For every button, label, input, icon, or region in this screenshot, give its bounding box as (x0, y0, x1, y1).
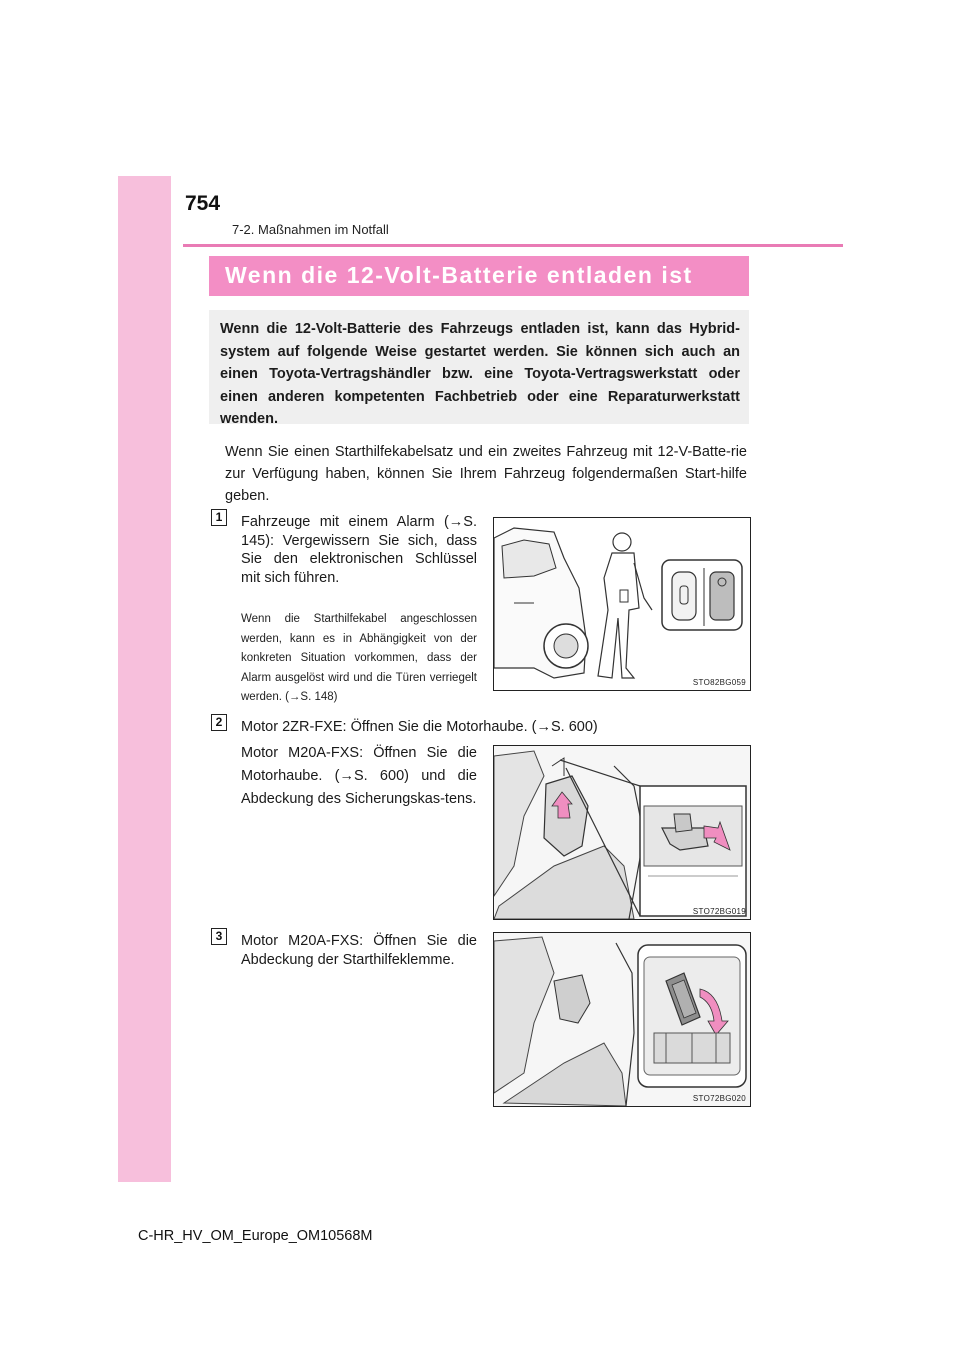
breadcrumb: 7-2. Maßnahmen im Notfall (232, 222, 389, 237)
step-1-note: Wenn die Starthilfekabel angeschlossen werden, kann es in Abhängigkeit von der konkreten Situation vorkommen, dass der Alarm ausgelöst wird und die Türen verriegelt werden. (→S. 148) (241, 613, 477, 703)
section-title-banner (209, 256, 749, 296)
header-divider (183, 244, 843, 247)
step-marker-1: 1 (211, 509, 227, 526)
intro-box (209, 310, 749, 427)
figure-3-code: STO72BG020 (692, 1094, 746, 1103)
intro-text: Wenn die 12-Volt-Batterie des Fahrzeugs entladen ist, kann das Hybrid-system auf folgende Weise gestartet werden. Sie können sich auch an einen Toyota-Vertragshändler bzw. eine Toyota-Vertragswerkstatt oder einen anderen kompetenten Fachbetrieb oder eine Reparaturwerkstatt wenden. (220, 321, 740, 427)
figure-fuse-box-cover (493, 745, 751, 920)
step-2-text: Motor 2ZR-FXE: Öffnen Sie die Motorhaube. (→S. 600) (241, 719, 598, 735)
figure-2-illustration (494, 746, 750, 919)
chapter-side-tab (118, 176, 171, 1182)
figure-3-illustration (494, 933, 750, 1106)
step-marker-3: 3 (211, 928, 227, 945)
footer-document-id: C-HR_HV_OM_Europe_OM10568M (138, 1228, 373, 1244)
figure-1-illustration (494, 518, 750, 690)
page-number: 754 (185, 192, 221, 215)
figure-1-code: STO82BG059 (692, 678, 746, 687)
figure-jump-start-terminal-cover (493, 932, 751, 1107)
step-2-text-m20a: Motor M20A-FXS: Öffnen Sie die Motorhaube. (→S. 600) und die Abdeckung des Sicherungskas-tens. (241, 745, 477, 807)
step-1-text: Fahrzeuge mit einem Alarm (→S. 145): Vergewissern Sie sich, dass Sie den elektronischen Schlüssel mit sich führen. (241, 514, 477, 586)
lead-paragraph: Wenn Sie einen Starthilfekabelsatz und ein zweites Fahrzeug mit 12-V-Batte-rie zur Verfügung haben, können Sie Ihrem Fahrzeug folgendermaßen Start-hilfe geben. (225, 444, 747, 504)
figure-2-code: STO72BG019 (692, 907, 746, 916)
figure-smart-key-alarm (493, 517, 751, 691)
step-3-text: Motor M20A-FXS: Öffnen Sie die Abdeckung der Starthilfeklemme. (241, 933, 477, 968)
step-marker-2: 2 (211, 714, 227, 731)
section-title: Wenn die 12-Volt-Batterie entladen ist (225, 262, 693, 288)
